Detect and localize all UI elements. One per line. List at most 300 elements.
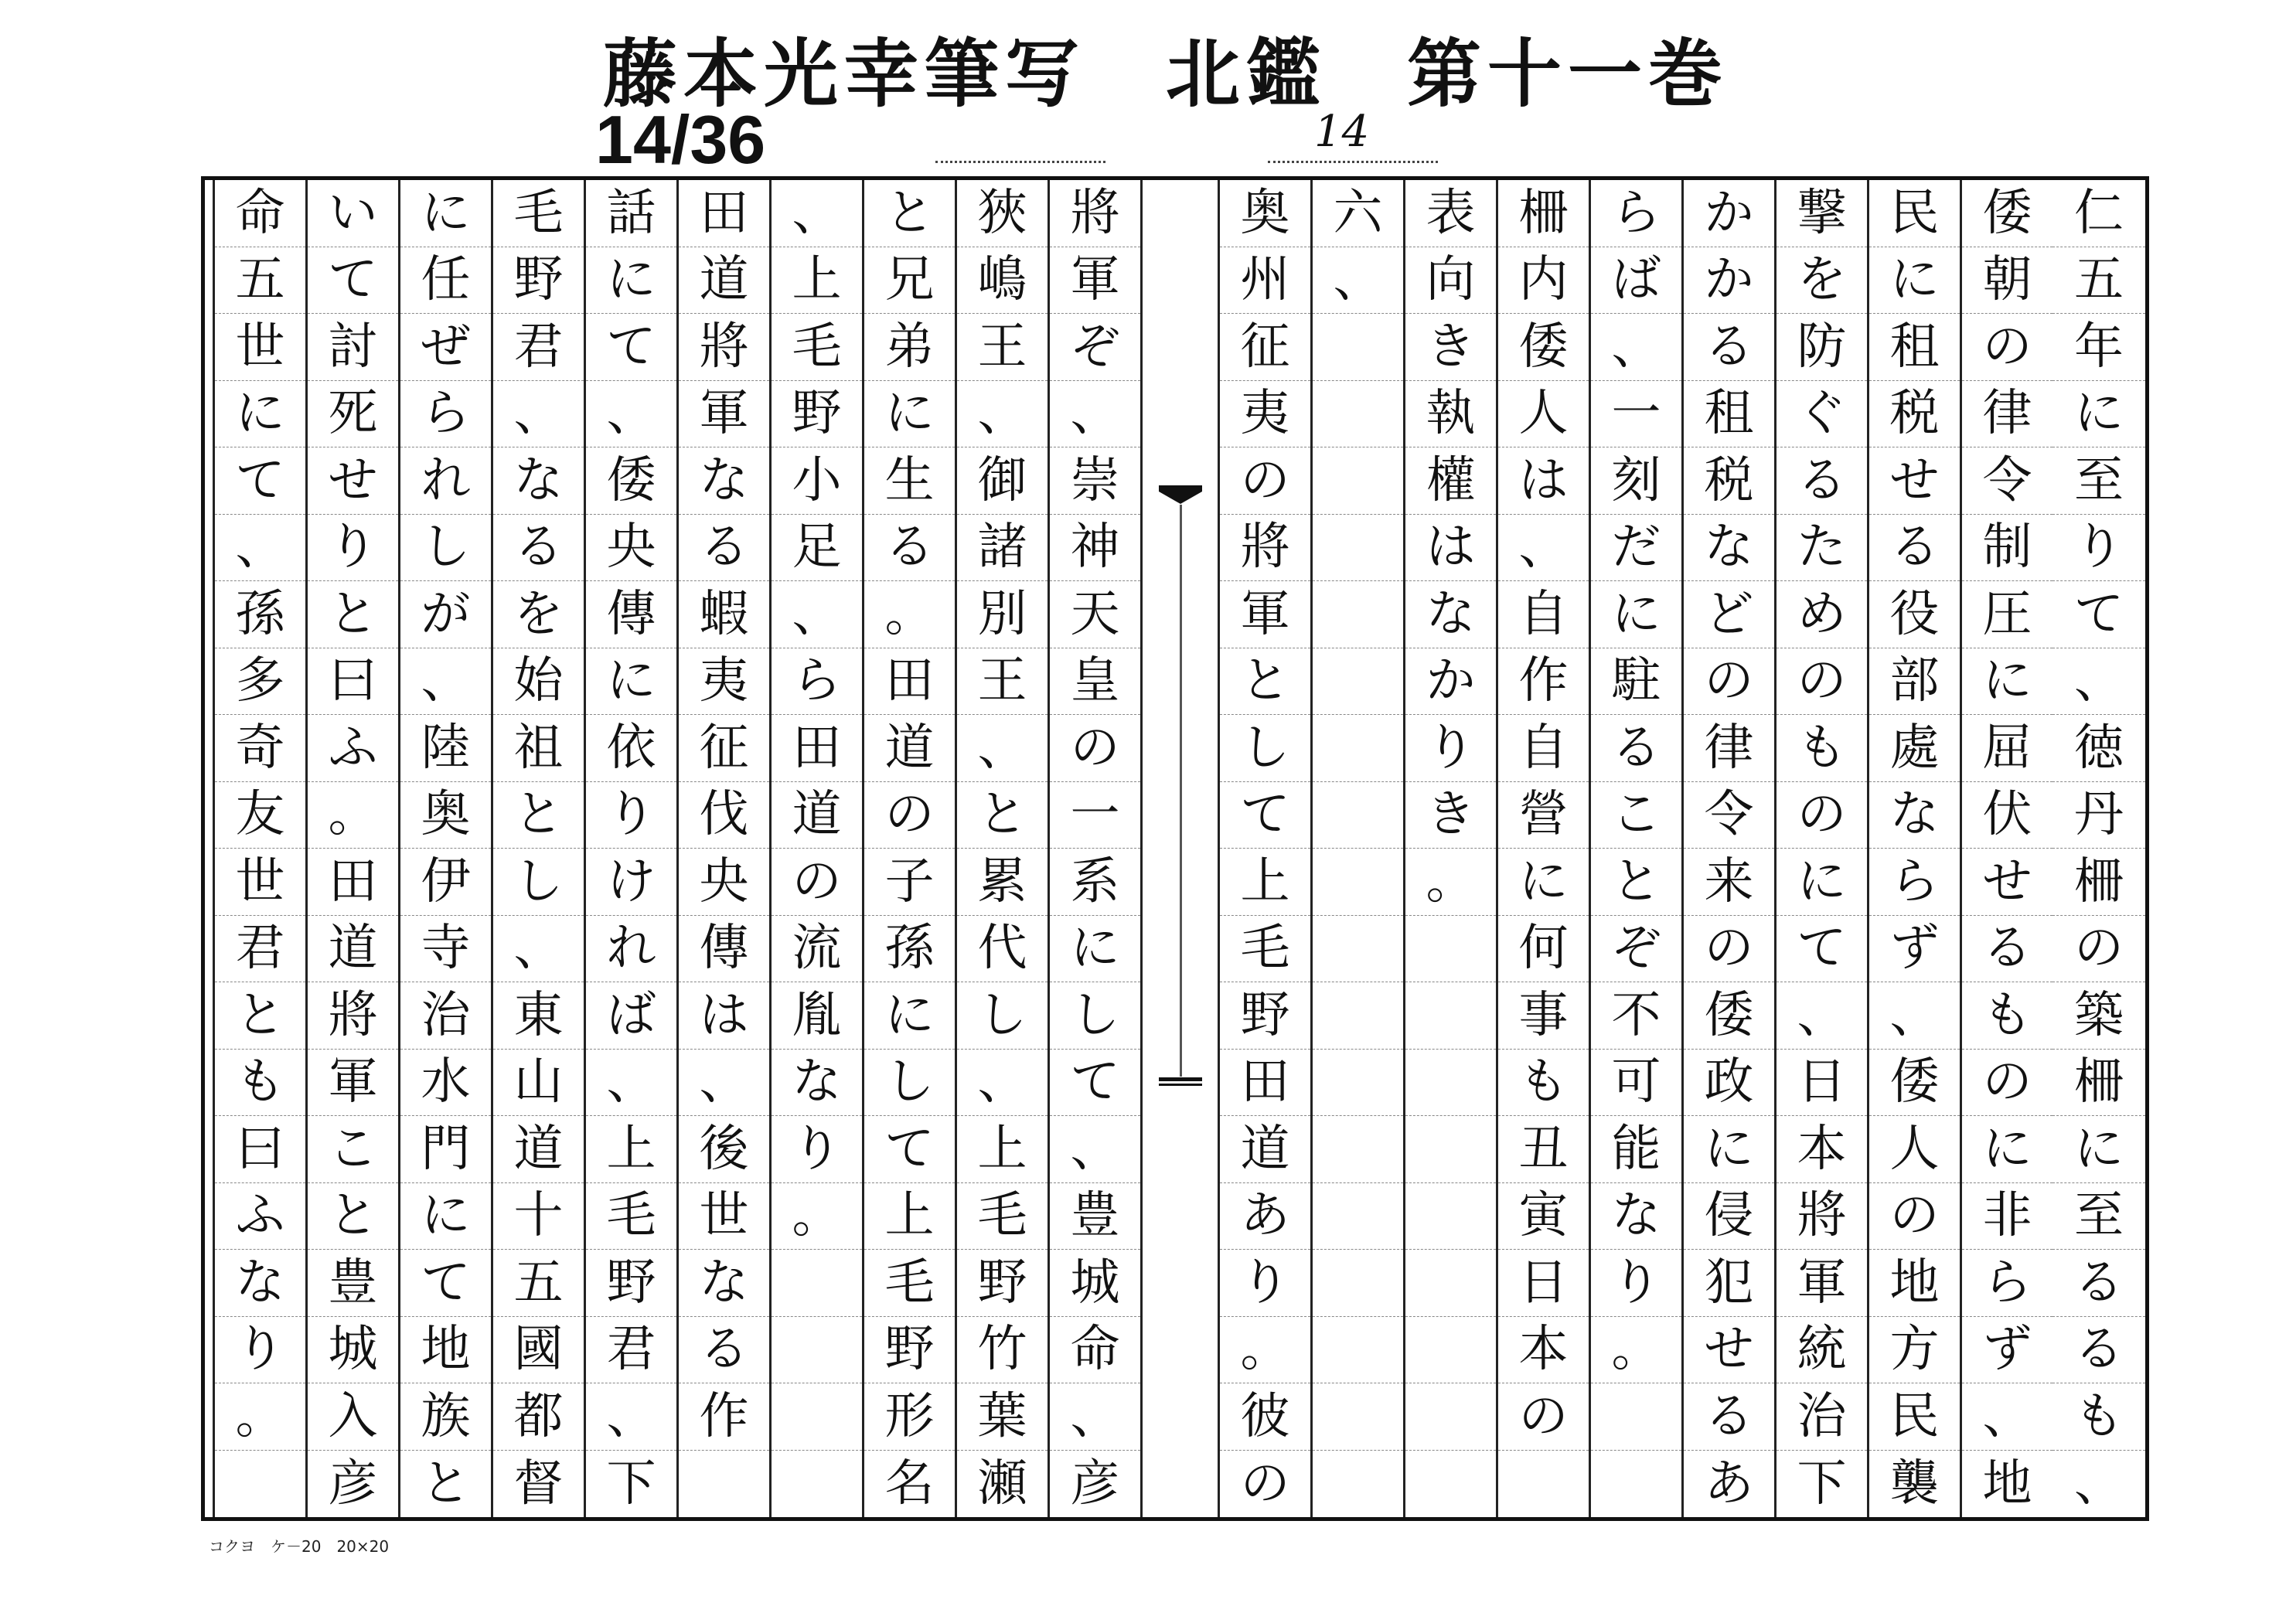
char-cell: 軍 (679, 381, 769, 448)
char-cell: 道 (772, 782, 862, 849)
char-cell: 税 (1684, 447, 1774, 515)
char-cell: 日 (1498, 1250, 1589, 1317)
char-cell: 城 (1050, 1250, 1140, 1317)
char-cell: 道 (679, 247, 769, 315)
char-cell: 權 (1405, 447, 1496, 515)
char-cell: て (586, 314, 676, 381)
char-cell: 自 (1498, 581, 1589, 648)
char-cell: し (1220, 715, 1310, 782)
char-cell: い (308, 180, 398, 247)
char-cell: ず (1869, 916, 1960, 983)
char-cell: 寺 (400, 916, 491, 983)
char-cell: ぞ (1591, 916, 1681, 983)
char-cell: 狹 (957, 180, 1048, 247)
char-cell: て (2052, 581, 2145, 648)
handwritten-page-number: 14 (1314, 107, 1370, 157)
char-cell: を (1777, 247, 1867, 315)
char-cell: 柵 (1498, 180, 1589, 247)
char-cell: 胤 (772, 982, 862, 1050)
char-cell: 後 (679, 1116, 769, 1183)
char-cell: 諸 (957, 515, 1048, 582)
manuscript-column (1681, 180, 1774, 1517)
char-cell: 。 (1405, 849, 1496, 916)
char-cell (1405, 1451, 1496, 1518)
char-cell: 令 (1684, 782, 1774, 849)
char-cell (1405, 1250, 1496, 1317)
fold-line (1180, 505, 1182, 1077)
char-cell: 、 (772, 581, 862, 648)
char-cell: れ (586, 916, 676, 983)
char-cell: 君 (586, 1317, 676, 1384)
char-cell: 流 (772, 916, 862, 983)
char-cell: 將 (679, 314, 769, 381)
char-cell: る (1684, 314, 1774, 381)
char-cell: 田 (679, 180, 769, 247)
char-cell: 、 (586, 1050, 676, 1117)
char-cell: 襲 (1889, 1455, 1940, 1512)
char-cell (1313, 1383, 1403, 1451)
char-cell (772, 1250, 862, 1317)
char-cell: 民 (1869, 180, 1960, 247)
char-cell: 丹 (2052, 782, 2145, 849)
char-cell: 營 (1498, 782, 1589, 849)
char-cell: り (1405, 715, 1496, 782)
char-cell: な (493, 447, 584, 515)
char-cell: ば (586, 982, 676, 1050)
char-cell: 本 (1498, 1317, 1589, 1384)
char-cell: 山 (493, 1050, 584, 1117)
char-cell (1405, 982, 1496, 1050)
char-cell: 野 (864, 1317, 955, 1384)
char-cell: 始 (493, 648, 584, 716)
char-cell: て (1777, 916, 1867, 983)
char-cell: 道 (1220, 1116, 1310, 1183)
char-cell: 徳 (2052, 715, 2145, 782)
char-cell: に (864, 381, 955, 448)
char-cell: に (1498, 849, 1589, 916)
manuscript-column (1496, 180, 1589, 1517)
char-cell (1405, 1383, 1496, 1451)
char-cell: に (1777, 849, 1867, 916)
char-cell (1498, 1451, 1589, 1518)
char-cell: と (308, 581, 398, 648)
char-cell: 軍 (1050, 247, 1140, 315)
char-cell: る (1869, 515, 1960, 582)
manuscript-column (213, 180, 305, 1517)
char-cell: 征 (1220, 314, 1310, 381)
char-cell: 治 (400, 982, 491, 1050)
manuscript-column (305, 180, 398, 1517)
char-cell: 世 (679, 1183, 769, 1250)
manuscript-column (955, 180, 1048, 1517)
char-cell: 作 (679, 1383, 769, 1451)
char-cell: 道 (308, 916, 398, 983)
char-cell: 毛 (864, 1250, 955, 1317)
char-cell: 州 (1220, 247, 1310, 315)
char-cell: 將 (1050, 180, 1140, 247)
char-cell: 五 (2052, 247, 2145, 315)
char-cell: り (215, 1317, 305, 1384)
char-cell: に (1869, 247, 1960, 315)
char-cell: 圧 (1962, 581, 2052, 648)
char-cell: 話 (586, 180, 676, 247)
char-cell: 曰 (308, 648, 398, 716)
char-cell: 。 (215, 1383, 305, 1451)
char-cell: ら (400, 381, 491, 448)
char-cell: に (586, 247, 676, 315)
center-fold-gutter (1140, 180, 1218, 1517)
char-cell: 倭 (1498, 314, 1589, 381)
char-cell (215, 1451, 305, 1518)
char-cell: る (493, 515, 584, 582)
char-cell: 累 (957, 849, 1048, 916)
char-cell: と (1591, 849, 1681, 916)
char-cell: 夷 (1220, 381, 1310, 448)
char-cell: り (586, 782, 676, 849)
char-cell: も (1777, 715, 1867, 782)
paper-spec: コクヨ ケ－20 20×20 (209, 1537, 390, 1556)
char-cell: 。 (864, 581, 955, 648)
char-cell: め (1777, 581, 1867, 648)
char-cell (772, 1383, 862, 1451)
char-cell: も (215, 1050, 305, 1117)
char-cell: 友 (215, 782, 305, 849)
char-cell: 國 (493, 1317, 584, 1384)
char-cell: し (493, 849, 584, 916)
char-cell (1313, 982, 1403, 1050)
char-cell (1313, 916, 1403, 983)
char-cell: 役 (1869, 581, 1960, 648)
char-cell: 依 (586, 715, 676, 782)
char-cell: し (1050, 982, 1140, 1050)
char-cell: の (1777, 648, 1867, 716)
char-cell: る (1962, 916, 2052, 983)
char-cell: に (1684, 1116, 1774, 1183)
char-cell: せ (1684, 1317, 1774, 1384)
manuscript-column (676, 180, 769, 1517)
char-cell: 。 (1220, 1317, 1310, 1384)
char-cell: 軍 (1220, 581, 1310, 648)
char-cell: 丑 (1498, 1116, 1589, 1183)
char-cell: て (215, 447, 305, 515)
char-cell: 方 (1869, 1317, 1960, 1384)
char-cell: な (772, 1050, 862, 1117)
char-cell: 年 (2052, 314, 2145, 381)
char-cell: 治 (1777, 1383, 1867, 1451)
char-cell: 彼 (1220, 1383, 1310, 1451)
char-cell: に (400, 1183, 491, 1250)
char-cell: 伊 (400, 849, 491, 916)
char-cell: 倭 (1869, 1050, 1960, 1117)
char-cell: し (957, 982, 1048, 1050)
char-cell: ら (1869, 849, 1960, 916)
char-cell: 非 (1962, 1183, 2052, 1250)
char-cell: 朝 (1962, 247, 2052, 315)
char-cell: 豊 (1050, 1183, 1140, 1250)
char-cell: 傳 (586, 581, 676, 648)
char-cell: 田 (1220, 1050, 1310, 1117)
char-cell: 夷 (679, 648, 769, 716)
char-cell: 執 (1405, 381, 1496, 448)
char-cell: 、 (493, 916, 584, 983)
char-cell: る (2052, 1250, 2145, 1317)
char-cell (1313, 314, 1403, 381)
char-cell: の (864, 782, 955, 849)
char-cell: て (1050, 1050, 1140, 1117)
char-cell: あ (1220, 1183, 1310, 1250)
char-cell: 將 (1777, 1183, 1867, 1250)
char-cell: も (1962, 982, 2052, 1050)
char-cell: 名 (884, 1455, 935, 1512)
char-cell: る (1777, 447, 1867, 515)
char-cell: 租 (1869, 314, 1960, 381)
manuscript-sheet (201, 176, 2149, 1521)
char-cell: せ (308, 447, 398, 515)
char-cell: 奥 (1220, 180, 1310, 247)
char-cell: 生 (864, 447, 955, 515)
char-cell: は (1498, 447, 1589, 515)
char-cell: 地 (400, 1317, 491, 1384)
char-cell: 任 (400, 247, 491, 315)
char-cell: 田 (308, 849, 398, 916)
char-cell: 崇 (1050, 447, 1140, 515)
char-cell: 、 (586, 381, 676, 448)
char-cell: 不 (1591, 982, 1681, 1050)
char-cell: 孫 (864, 916, 955, 983)
manuscript-column (1960, 180, 2052, 1517)
char-cell: 門 (400, 1116, 491, 1183)
char-cell (1313, 581, 1403, 648)
manuscript-column (2052, 180, 2145, 1517)
char-cell: か (1405, 648, 1496, 716)
char-cell: 可 (1591, 1050, 1681, 1117)
char-cell: 、 (1050, 1116, 1140, 1183)
char-cell: 、 (957, 381, 1048, 448)
char-cell: 民 (1869, 1383, 1960, 1451)
char-cell: あ (1704, 1455, 1754, 1512)
char-cell: 部 (1869, 648, 1960, 716)
char-cell: 孫 (215, 581, 305, 648)
char-cell: に (1962, 648, 2052, 716)
page-title: 藤本光幸筆写 北鑑 第十一巻 (603, 31, 1729, 117)
char-cell: な (1405, 581, 1496, 648)
char-cell: り (308, 515, 398, 582)
char-cell: 天 (1050, 581, 1140, 648)
char-cell: 軍 (308, 1050, 398, 1117)
char-cell: と (864, 180, 955, 247)
char-cell: な (679, 1250, 769, 1317)
char-cell: 、 (1777, 982, 1867, 1050)
char-cell: 倭 (586, 447, 676, 515)
char-cell: 本 (1777, 1116, 1867, 1183)
char-cell: き (1405, 314, 1496, 381)
char-cell: に (864, 982, 955, 1050)
char-cell: 彦 (328, 1455, 378, 1512)
char-cell: 刻 (1591, 447, 1681, 515)
char-cell: 犯 (1684, 1250, 1774, 1317)
char-cell: は (679, 982, 769, 1050)
dotted-rule-left (935, 161, 1105, 163)
char-cell: け (586, 849, 676, 916)
char-cell: 。 (772, 1183, 862, 1250)
char-cell: 道 (864, 715, 955, 782)
char-cell: 御 (957, 447, 1048, 515)
char-cell: 倭 (1684, 982, 1774, 1050)
char-cell: 、 (493, 381, 584, 448)
manuscript-column (1589, 180, 1681, 1517)
char-cell: 足 (772, 515, 862, 582)
char-cell: 。 (1591, 1317, 1681, 1384)
char-cell: 小 (772, 447, 862, 515)
char-cell: ぞ (1050, 314, 1140, 381)
char-cell: の (1962, 314, 2052, 381)
manuscript-column (1310, 180, 1403, 1517)
char-cell: 、 (1313, 247, 1403, 315)
char-cell: 築 (2052, 982, 2145, 1050)
char-cell: 瀬 (977, 1455, 1027, 1512)
char-cell: 律 (1962, 381, 2052, 448)
char-cell (1313, 447, 1403, 515)
char-cell: と (215, 982, 305, 1050)
char-cell: せ (1869, 447, 1960, 515)
char-cell: き (1405, 782, 1496, 849)
char-cell: 葉 (957, 1383, 1048, 1451)
char-cell: 弟 (864, 314, 955, 381)
char-cell: 統 (1777, 1317, 1867, 1384)
char-cell: 、 (2074, 1455, 2124, 1512)
char-cell: 上 (586, 1116, 676, 1183)
char-cell: ふ (308, 715, 398, 782)
char-cell: 命 (1050, 1317, 1140, 1384)
char-cell: 世 (215, 849, 305, 916)
char-cell: 上 (772, 247, 862, 315)
char-cell: と (421, 1455, 471, 1512)
char-cell: 上 (957, 1116, 1048, 1183)
char-cell: が (400, 581, 491, 648)
char-cell: 防 (1777, 314, 1867, 381)
char-cell: 命 (215, 180, 305, 247)
char-cell: 多 (215, 648, 305, 716)
char-cell: の (1684, 916, 1774, 983)
char-cell: ば (1591, 247, 1681, 315)
char-cell (1405, 1050, 1496, 1117)
char-cell: 、 (2052, 648, 2145, 716)
char-cell: 倭 (1962, 180, 2052, 247)
char-cell: 世 (215, 314, 305, 381)
char-cell: 別 (957, 581, 1048, 648)
char-cell: 屈 (1962, 715, 2052, 782)
char-cell: 柵 (2052, 1050, 2145, 1117)
char-cell: 表 (1405, 180, 1496, 247)
char-cell: 、 (1591, 314, 1681, 381)
manuscript-column (1867, 180, 1960, 1517)
char-cell: 、 (586, 1383, 676, 1451)
char-cell: 一 (1050, 782, 1140, 849)
char-cell: な (1684, 515, 1774, 582)
char-cell: 伐 (679, 782, 769, 849)
char-cell: 令 (1962, 447, 2052, 515)
char-cell (1313, 1317, 1403, 1384)
char-cell: て (1220, 782, 1310, 849)
char-cell: る (1684, 1383, 1774, 1451)
char-cell: に (215, 381, 305, 448)
char-cell: の (772, 849, 862, 916)
char-cell: 、 (679, 1050, 769, 1117)
char-cell: 。 (308, 782, 398, 849)
char-cell: 王 (957, 314, 1048, 381)
manuscript-column (584, 180, 676, 1517)
manuscript-column (1218, 180, 1310, 1517)
char-cell: 事 (1498, 982, 1589, 1050)
char-cell: 君 (215, 916, 305, 983)
char-cell: 水 (400, 1050, 491, 1117)
char-cell: こ (308, 1116, 398, 1183)
char-cell: こ (1591, 782, 1681, 849)
char-cell (679, 1451, 769, 1518)
fold-mark-bottom-icon (1159, 1077, 1202, 1087)
manuscript-column (769, 180, 862, 1517)
char-cell: 下 (606, 1455, 656, 1512)
char-cell: 駐 (1591, 648, 1681, 716)
char-cell: 毛 (586, 1183, 676, 1250)
char-cell (1405, 1116, 1496, 1183)
char-cell: な (679, 447, 769, 515)
char-cell: 嶋 (957, 247, 1048, 315)
char-cell: と (308, 1183, 398, 1250)
char-cell: 税 (1869, 381, 1960, 448)
char-cell: と (957, 782, 1048, 849)
char-cell: 撃 (1777, 180, 1867, 247)
manuscript-column (862, 180, 955, 1517)
char-cell: 上 (864, 1183, 955, 1250)
char-cell: し (400, 515, 491, 582)
char-cell: り (1220, 1250, 1310, 1317)
char-cell: 野 (493, 247, 584, 315)
char-cell: 自 (1498, 715, 1589, 782)
char-cell: 下 (1797, 1455, 1847, 1512)
char-cell: な (215, 1250, 305, 1317)
char-cell: な (1591, 1183, 1681, 1250)
char-cell: 陸 (400, 715, 491, 782)
char-cell: た (1777, 515, 1867, 582)
char-cell: 王 (957, 648, 1048, 716)
char-cell: か (1684, 180, 1774, 247)
char-cell (1405, 1183, 1496, 1250)
char-cell: て (400, 1250, 491, 1317)
manuscript-column (1048, 180, 1140, 1517)
char-cell: も (1498, 1050, 1589, 1117)
char-cell (1313, 1451, 1403, 1518)
char-cell (772, 1317, 862, 1384)
char-cell: 何 (1498, 916, 1589, 983)
char-cell: 、 (957, 715, 1048, 782)
char-cell: 伏 (1962, 782, 2052, 849)
char-cell: 、 (957, 1050, 1048, 1117)
char-cell: 將 (1220, 515, 1310, 582)
char-cell: 道 (493, 1116, 584, 1183)
char-cell (1313, 1183, 1403, 1250)
char-cell: 征 (679, 715, 769, 782)
char-cell: 蝦 (679, 581, 769, 648)
char-cell: も (2052, 1383, 2145, 1451)
char-cell: 、 (1498, 515, 1589, 582)
char-cell: 、 (215, 515, 305, 582)
char-cell: の (1869, 1183, 1960, 1250)
char-cell: に (1591, 581, 1681, 648)
char-cell: は (1405, 515, 1496, 582)
char-cell: 豊 (308, 1250, 398, 1317)
char-cell: し (864, 1050, 955, 1117)
